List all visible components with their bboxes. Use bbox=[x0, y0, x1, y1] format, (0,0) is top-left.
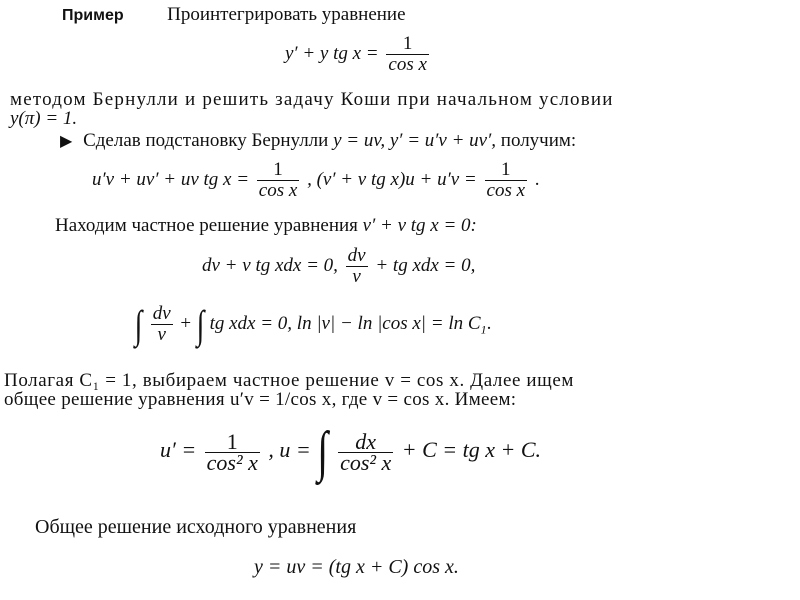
eq3-den: v bbox=[352, 266, 361, 287]
eq3-part1: dv + v tg xdx = 0, bbox=[202, 254, 338, 276]
eq3-fraction bbox=[346, 246, 368, 287]
equation-5 bbox=[160, 421, 542, 483]
eq2-fraction-2 bbox=[485, 160, 528, 201]
text-line-4: Общее решение исходного уравнения bbox=[35, 516, 357, 538]
eq5-fraction-2 bbox=[338, 428, 393, 475]
eq5-rhs: + C = tg x + C. bbox=[401, 437, 542, 463]
eq5-mid: , u = bbox=[268, 437, 311, 463]
substitution-tail: получим: bbox=[500, 130, 577, 151]
eq4-fraction bbox=[151, 304, 173, 345]
eq1-den: cos x bbox=[388, 54, 427, 75]
substitution-text: Сделав подстановку Бернулли bbox=[83, 130, 329, 151]
eq1-lhs: y′ + y tg x = bbox=[285, 42, 379, 64]
eq2-fraction-1 bbox=[257, 160, 300, 201]
eq2-num1: 1 bbox=[257, 160, 300, 181]
eq2-den2: cos x bbox=[486, 180, 526, 201]
equation-3 bbox=[202, 246, 475, 287]
eq5-num2: dx bbox=[338, 432, 393, 453]
initial-condition: y(π) = 1. bbox=[10, 108, 78, 129]
text-line-2: Полагая C₁ = 1, выбираем частное решение v = cos x. Далее ищем bbox=[4, 370, 575, 391]
integral-sign: ∫ bbox=[317, 421, 329, 483]
equation-2 bbox=[92, 160, 540, 201]
eq2-end: . bbox=[534, 168, 540, 190]
equation-1 bbox=[285, 34, 432, 75]
eq5-num1: 1 bbox=[205, 432, 260, 453]
text-line-1: методом Бернулли и решить задачу Коши при начальном условии bbox=[10, 89, 614, 110]
eq3-num: dv bbox=[347, 245, 366, 266]
substitution-formula: y = uv, y′ = u′v + uv′, bbox=[333, 130, 497, 151]
equation-4 bbox=[134, 301, 492, 347]
find-formula: v′ + v tg x = 0: bbox=[362, 215, 477, 236]
eq1-num: 1 bbox=[386, 34, 429, 55]
example-header bbox=[62, 4, 406, 27]
find-text: Находим частное решение уравнения bbox=[55, 215, 358, 236]
eq4-part: tg xdx = 0, ln |v| − ln |cos x| = ln C bbox=[209, 312, 481, 334]
integral-sign: ∫ bbox=[196, 301, 205, 347]
eq2-part1: u′v + uv′ + uv tg x = bbox=[92, 168, 250, 190]
eq4-sub: 1 bbox=[480, 322, 487, 337]
find-line bbox=[55, 215, 477, 237]
eq2-num2: 1 bbox=[485, 160, 528, 181]
eq2-den1: cos x bbox=[258, 180, 298, 201]
eq4-num: dv bbox=[152, 303, 171, 324]
substitution-line bbox=[60, 130, 576, 153]
eq5-den1: cos² x bbox=[206, 449, 258, 475]
eq2-part2: , (v′ + v tg x)u + u′v = bbox=[307, 168, 477, 190]
example-label: Пример bbox=[62, 7, 124, 24]
eq5-den2: cos² x bbox=[340, 449, 392, 475]
equation-6: y = uv = (tg x + C) cos x. bbox=[254, 556, 459, 578]
eq1-fraction bbox=[386, 34, 429, 75]
eq4-plus: + bbox=[180, 312, 192, 334]
integral-sign: ∫ bbox=[134, 301, 143, 347]
eq3-part2: + tg xdx = 0, bbox=[375, 254, 476, 276]
text-line-3: общее решение уравнения u′v = 1/cos x, где v = cos x. Имеем: bbox=[4, 389, 517, 410]
eq4-end: . bbox=[486, 312, 492, 334]
eq4-den: v bbox=[157, 324, 166, 345]
task-text: Проинтегрировать уравнение bbox=[167, 4, 406, 25]
solution-marker-icon: ▶ bbox=[60, 133, 73, 150]
eq5-fraction-1 bbox=[205, 428, 260, 475]
eq5-lhs: u′ = bbox=[160, 437, 197, 463]
